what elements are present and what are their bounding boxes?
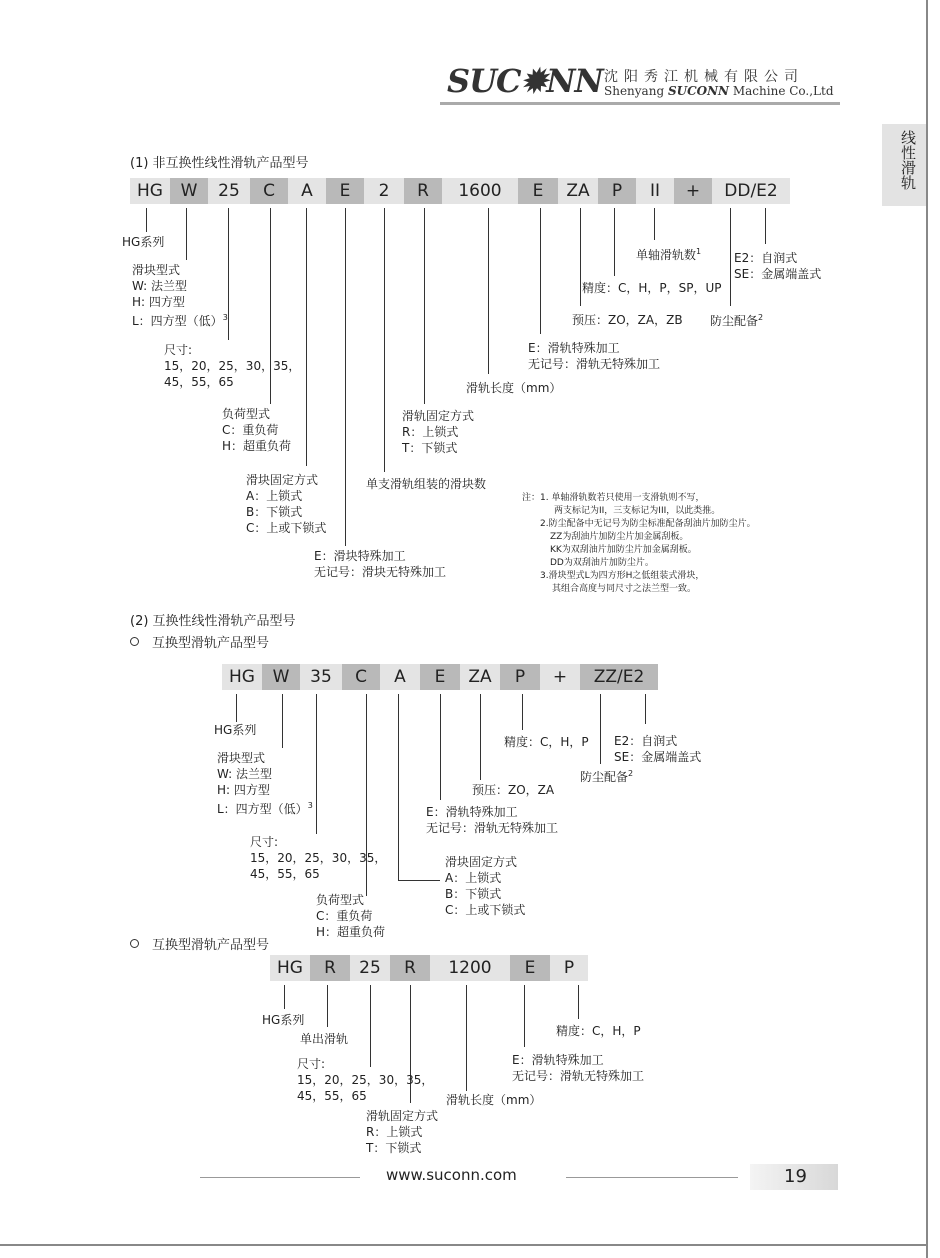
- leader-line: [600, 694, 601, 764]
- code-seg: DD/E2: [712, 178, 790, 204]
- label-precision: 精度：C，H，P，SP，UP: [582, 281, 722, 295]
- label-rails-per-axis: 单轴滑轨数$^1$: [636, 247, 702, 262]
- code-seg: C: [250, 178, 288, 204]
- leader-line: [284, 985, 285, 1009]
- section1-title: (1) 非互换性线性滑轨产品型号: [130, 156, 309, 171]
- leader-line: [146, 208, 147, 232]
- label-rail-special: E：滑轨特殊加工 无记号：滑轨无特殊加工: [512, 1053, 645, 1083]
- leader-line: [524, 985, 525, 1047]
- code-seg: HG: [130, 178, 170, 204]
- code-seg: II: [636, 178, 674, 204]
- code-seg: P: [598, 178, 636, 204]
- label-block-special: E：滑块特殊加工 无记号：滑块无特殊加工: [314, 549, 447, 579]
- page-border-bottom: [0, 1244, 928, 1246]
- label-rail-special: E：滑轨特殊加工 无记号：滑轨无特殊加工: [528, 341, 661, 371]
- leader-line: [327, 985, 328, 1027]
- label-hg-series: HG系列: [214, 723, 257, 737]
- code-seg: 1200: [430, 955, 510, 981]
- section2a-title: 互换型滑轨产品型号: [152, 636, 270, 651]
- code-seg: +: [674, 178, 712, 204]
- leader-line: [186, 208, 187, 260]
- label-size: 尺寸: 15，20，25，30，35， 45，55，65: [250, 835, 387, 881]
- leader-line: [480, 694, 481, 780]
- code-seg: E: [326, 178, 364, 204]
- label-hg-series: HG系列: [122, 235, 165, 249]
- leader-line: [654, 208, 655, 240]
- label-precision: 精度：C，H，P: [504, 735, 589, 749]
- company-name-cn: 沈阳秀江机械有限公司: [604, 69, 804, 85]
- leader-line: [316, 694, 317, 834]
- code-seg: R: [404, 178, 442, 204]
- page-number: 19: [784, 1166, 807, 1187]
- code-seg: HG: [222, 664, 262, 690]
- label-size: 尺寸: 15，20，25，30，35， 45，55，65: [297, 1057, 434, 1103]
- label-single-rail: 单出滑轨: [300, 1032, 349, 1046]
- code-seg: P: [500, 664, 540, 690]
- header-divider: [440, 102, 840, 105]
- label-block-type: 滑块型式 W: 法兰型 H: 四方型 L：四方型（低）$^3$: [217, 751, 313, 816]
- code-seg: 25: [350, 955, 390, 981]
- label-precision: 精度：C，H，P: [556, 1024, 641, 1038]
- code-seg: ZA: [558, 178, 598, 204]
- label-rail-special: E：滑轨特殊加工 无记号：滑轨无特殊加工: [426, 805, 559, 835]
- code-seg: 25: [208, 178, 250, 204]
- label-dust-protection: 防尘配备$^2$: [580, 769, 634, 784]
- code-seg: 1600: [442, 178, 518, 204]
- code-seg: 35: [300, 664, 342, 690]
- leader-line: [578, 985, 579, 1019]
- leader-line: [424, 208, 425, 404]
- code-seg: P: [550, 955, 588, 981]
- circle-bullet-icon: [130, 939, 139, 948]
- code-seg: ZZ/E2: [580, 664, 658, 690]
- leader-line: [765, 208, 766, 244]
- footer-rule-right: [566, 1177, 738, 1178]
- label-preload: 预压：ZO，ZA: [472, 783, 555, 797]
- leader-line: [384, 208, 385, 472]
- code-seg: R: [390, 955, 430, 981]
- label-load-type: 负荷型式 C：重负荷 H：超重负荷: [222, 407, 292, 453]
- leader-line: [282, 694, 283, 748]
- leader-line: [440, 694, 441, 800]
- leader-line: [580, 208, 581, 306]
- code-seg: +: [540, 664, 580, 690]
- brand-logo: SUC✹NN: [447, 62, 603, 100]
- leader-line: [614, 208, 615, 276]
- code-seg: E: [510, 955, 550, 981]
- leader-line: [306, 208, 307, 466]
- leader-line: [398, 694, 399, 880]
- leader-line-elbow: [398, 880, 440, 881]
- label-rail-length: 滑轨长度（mm）: [446, 1093, 542, 1107]
- leader-line: [488, 208, 489, 374]
- label-dust-protection: 防尘配备$^2$: [710, 313, 764, 328]
- leader-line: [228, 208, 229, 340]
- code-seg: R: [310, 955, 350, 981]
- code-seg: A: [380, 664, 420, 690]
- leader-line: [522, 694, 523, 730]
- leader-line: [345, 208, 346, 546]
- code-seg: C: [342, 664, 380, 690]
- section2b-title: 互换型滑轨产品型号: [152, 938, 270, 953]
- circle-bullet-icon: [130, 637, 139, 646]
- label-block-type: 滑块型式 W: 法兰型 H: 四方型 L：四方型（低）$^3$: [132, 263, 228, 328]
- footer-url[interactable]: www.suconn.com: [386, 1166, 517, 1184]
- leader-line: [466, 985, 467, 1091]
- code-seg: E: [518, 178, 558, 204]
- leader-line: [540, 208, 541, 334]
- footer-rule-left: [200, 1177, 360, 1178]
- code-seg: 2: [364, 178, 404, 204]
- leader-line: [730, 208, 731, 306]
- label-load-type: 负荷型式 C：重负荷 H：超重负荷: [316, 893, 386, 939]
- code-seg: A: [288, 178, 326, 204]
- side-chapter-tab: 线性滑轨: [882, 124, 926, 206]
- label-size: 尺寸: 15，20，25，30，35， 45，55，65: [164, 343, 301, 389]
- label-rail-length: 滑轨长度（mm）: [466, 381, 562, 395]
- section2-title: (2) 互换性线性滑轨产品型号: [130, 614, 296, 629]
- label-e2: E2：自润式 SE：金属端盖式: [614, 734, 702, 764]
- label-rail-fixing: 滑轨固定方式 R：上锁式 T：下锁式: [366, 1109, 439, 1155]
- label-e2: E2：自润式 SE：金属端盖式: [734, 251, 822, 281]
- code-seg: W: [170, 178, 208, 204]
- label-block-fixing: 滑块固定方式 A：上锁式 B：下锁式 C：上或下锁式: [445, 855, 526, 917]
- label-rail-fixing: 滑轨固定方式 R：上锁式 T：下锁式: [402, 409, 475, 455]
- page-border-right: [926, 0, 928, 1258]
- leader-line: [370, 985, 371, 1067]
- label-hg-series: HG系列: [262, 1013, 305, 1027]
- code-seg: E: [420, 664, 460, 690]
- leader-line: [645, 694, 646, 724]
- code-seg: W: [262, 664, 300, 690]
- label-preload: 预压：ZO，ZA，ZB: [572, 313, 683, 327]
- label-block-qty: 单支滑轨组装的滑块数: [366, 477, 487, 491]
- company-name-en: Shenyang SUCONN Machine Co.,Ltd: [604, 84, 834, 98]
- leader-line: [236, 694, 237, 722]
- code-seg: ZA: [460, 664, 500, 690]
- code-seg: HG: [270, 955, 310, 981]
- label-block-fixing: 滑块固定方式 A：上锁式 B：下锁式 C：上或下锁式: [246, 473, 327, 535]
